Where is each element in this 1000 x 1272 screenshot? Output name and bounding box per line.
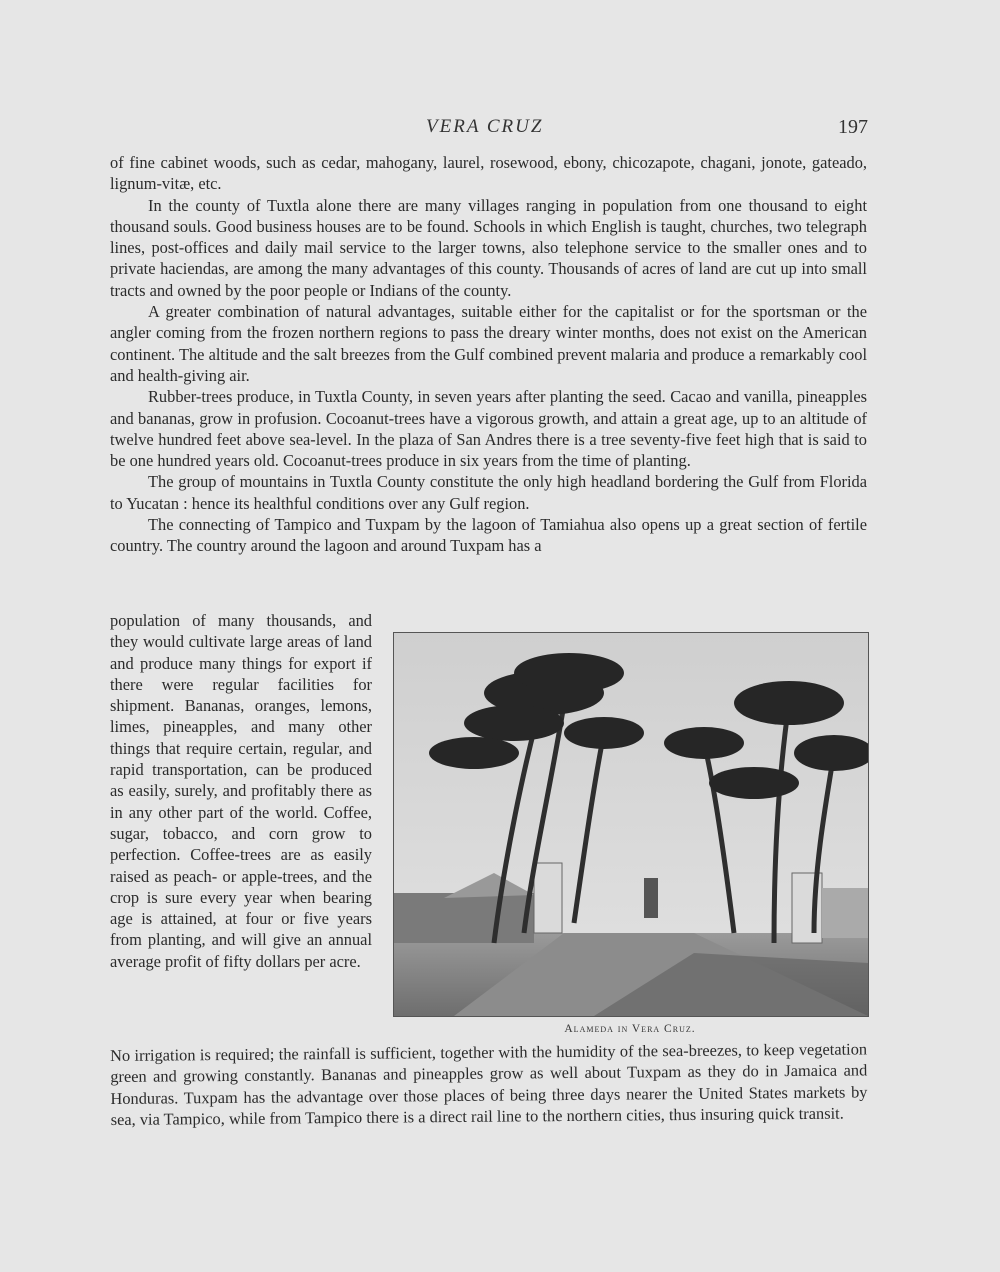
body-text-bottom: [110, 1038, 868, 1130]
photo-illustration: [394, 633, 868, 1016]
paragraph: The group of mountains in Tuxtla County constitute the only high headland bordering the Gulf from Florida to Yucatan : hence its healthful conditions over any Gulf region.: [110, 472, 867, 513]
paragraph: In the county of Tuxtla alone there are many villages ranging in population from one thousand to eight thousand souls. Good business houses are to be found. Schools in which English is taught, churches, two telegraph lines, post-offices and daily mail service to the larger towns, also telephone service to the smaller ones and to private haciendas, are among the many advantages of this county. Thousands of acres of land are cut up into small tracts and owned by the poor people or Indians of the county.: [110, 195, 867, 300]
figure-caption: Alameda in Vera Cruz.: [564, 1023, 696, 1035]
paragraph: of fine cabinet woods, such as cedar, mahogany, laurel, rosewood, ebony, chicozapote, chagani, jonote, gateado, lignum-vitæ, etc.: [110, 153, 867, 194]
body-text-top: [110, 152, 867, 557]
photograph-alameda: [393, 632, 869, 1017]
page-number: 197: [838, 116, 868, 138]
paragraph: No irrigation is required; the rainfall is sufficient, together with the humidity of the sea-breezes, to keep vegetation green and growing constantly. Bananas and pineapples grow as well about Tuxpam as they do in Jamaica and Honduras. Tuxpam has the advantage over those places of being three days nearer the United States markets by sea, via Tampico, while from Tampico there is a direct rail line to the northern cities, thus insuring quick transit.: [110, 1039, 868, 1129]
figure: [393, 632, 867, 1035]
paragraph: The connecting of Tampico and Tuxpam by the lagoon of Tamiahua also opens up a great section of fertile country. The country around the lagoon and around Tuxpam has a: [110, 515, 867, 556]
paragraph: A greater combination of natural advantages, suitable either for the capitalist or for the sportsman or the angler coming from the frozen northern regions to pass the dreary winter months, does not exist on the American continent. The altitude and the salt breezes from the Gulf combined prevent malaria and produce a remarkably cool and health-giving air.: [110, 302, 867, 385]
running-title: VERA CRUZ: [426, 116, 544, 137]
paragraph: population of many thousands, and they would cultivate large areas of land and produce many things for export if there were regular facilities for shipment. Bananas, oranges, lemons, limes, pineapples, and many other things that require certain, regular, and rapid transportation, can be produced as easily, surely, and profitably there as in any other part of the world. Coffee, sugar, tobacco, and corn grow to perfection. Coffee-trees are as easily raised as peach- or apple-trees, and the crop is sure every year when bearing age is attained, at four or five years from planting, and will give an annual average profit of fifty dollars per acre.: [110, 611, 372, 971]
paragraph: Rubber-trees produce, in Tuxtla County, in seven years after planting the seed. Cacao and vanilla, pineapples and bananas, grow in profusion. Cocoanut-trees have a vigorous growth, and attain a great age, up to an altitude of twelve hundred feet above sea-level. In the plaza of San Andres there is a tree seventy-five feet high that is said to be one hundred years old. Cocoanut-trees produce in six years from the time of planting.: [110, 387, 867, 471]
body-text-wrapped: [110, 610, 372, 972]
